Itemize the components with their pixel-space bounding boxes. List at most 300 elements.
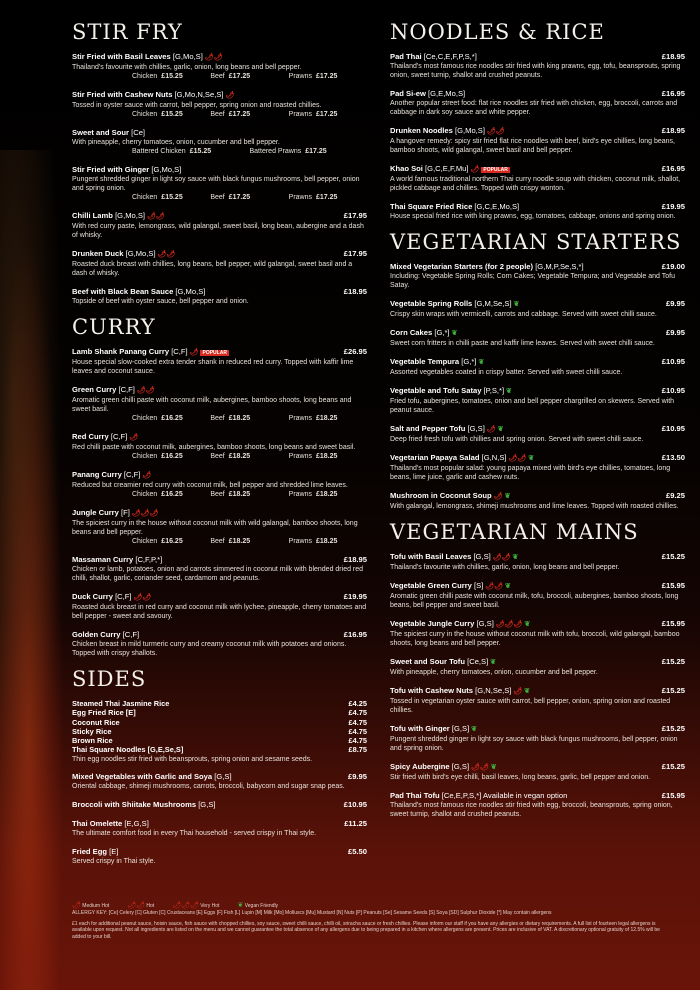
item-allergens: [G,E,Mo,S] [428,89,466,98]
item-description: Sweet corn fritters in chilli paste and kaffir lime leaves. Served with sweet chilli sauce. [390,340,655,347]
chilli-icon: 🌶 [511,688,523,695]
item-allergens: [G,Mo,S] [115,211,146,220]
item-description: Deep fried fresh tofu with chillies and spring onion. Served with sweet chilli sauce. [390,436,644,443]
item-title [390,686,685,697]
noodles-description: Thin egg noodles stir fried with beansprouts, spring onion and sesame seeds. [72,755,313,763]
option-price: £15.25 [161,194,183,201]
price-option [210,72,288,81]
item-name: Mushroom in Coconut Soup [390,491,492,500]
option-price: £18.25 [316,538,338,545]
item-name: Tofu with Ginger [390,724,450,733]
noodles-rice-heading: NOODLES & RICE [390,20,605,44]
item-description: Roasted duck breast in red curry and coconut milk with lychee, pineapple, cherry tomatoes and bell pepper - sweet and savoury. [72,604,367,620]
item-title [390,164,685,175]
item-allergens: [G,Mo,S] [455,126,485,135]
chilli-icon: 🌶🌶🌶 [129,510,159,517]
menu-item-green-curry [72,385,367,423]
side-price: £4.75 [348,717,367,727]
menu-item-tofu-with-ginger [390,724,685,753]
item-description: House special fried rice with king prawns, egg, tomatoes, cabbage, onions and spring onion. [390,213,676,220]
menu-item-drunken-duck [72,249,367,278]
item-price: £15.25 [661,686,685,695]
item-name: Fried Egg [72,846,108,856]
item-allergens: [F] [120,508,130,517]
menu-item-panang-curry [72,470,367,499]
item-title [72,819,367,829]
item-name: Massaman Curry [72,555,134,564]
menu-item-corn-cakes [390,328,685,348]
price-option [132,110,210,119]
curry-heading: CURRY [72,315,156,339]
side-name: Sticky Rice [72,726,112,736]
price-option [210,537,288,546]
item-title [72,347,367,358]
item-description: With galangal, lemongrass, shimeji mushrooms and lime leaves. Topped with roasted chillies. [390,503,679,510]
chilli-icon: 🌶 [223,92,235,99]
item-allergens: [Ce,E,P,S,*] Available in vegan option [441,791,568,800]
item-name: Vegetable Green Curry [390,581,472,590]
item-name: Tofu with Cashew Nuts [390,686,473,695]
option-label: Battered Prawns [249,148,302,155]
chilli-icon: 🌶🌶 [490,554,511,561]
item-title [390,328,685,339]
menu-item-massaman-curry [72,555,367,583]
item-title [72,52,367,63]
leaf-icon: ❦ [476,359,485,366]
item-title [72,800,367,810]
chilli-icon: 🌶 [187,349,199,356]
price-options [72,490,367,499]
item-price: £5.50 [347,846,367,856]
item-name: Broccoli with Shiitake Mushrooms [72,799,197,809]
price-option [289,490,367,499]
option-label: Chicken [132,491,158,498]
chilli-icon: 🌶 [140,472,152,479]
side-item [72,800,367,810]
option-label: Battered Chicken [132,148,186,155]
price-options [72,537,367,546]
option-label: Beef [210,491,225,498]
item-title [72,128,367,138]
side-name: Thai Square Noodles [G,E,Se,S] [72,745,184,755]
option-price: £17.25 [228,111,251,118]
key-medium-hot: 🌶 Medium Hot [72,902,110,909]
key-vegan: ❦ Vegan Friendly [237,902,279,909]
option-price: £18.25 [228,491,251,498]
leaf-icon: ❦ [469,726,478,733]
menu-item-vegetable-spring-rolls [390,299,685,319]
item-allergens: [G,S] [467,424,485,433]
side-row [72,727,367,736]
option-price: £17.25 [316,111,338,118]
item-description: Pungent shredded ginger in light soy sauce with black fungus mushrooms, bell pepper, onion and spring onion. [72,176,360,192]
item-price: £17.95 [343,211,367,220]
item-allergens: [C,F] [122,630,140,639]
item-allergens: [C,F] [115,592,132,601]
item-name: Golden Curry [72,630,121,639]
item-allergens: [C,F] [171,347,188,356]
price-option [289,193,367,202]
side-row [72,736,367,745]
item-allergens: [C,F,P,*] [135,555,163,564]
popular-badge: POPULAR [483,167,508,173]
price-option [210,110,288,119]
item-allergens: [G,S] [198,799,216,809]
price-options [72,72,367,81]
item-allergens: [G,S] [214,771,232,781]
item-name: Panang Curry [72,470,122,479]
menu-item-mixed-vegetarian-starters-for-2-people [390,262,685,290]
price-option [132,452,210,461]
item-title [72,211,367,222]
item-price: £16.95 [661,89,685,98]
menu-item-spicy-aubergine [390,762,685,782]
menu-item-chilli-lamb [72,211,367,240]
price-option [289,537,367,546]
item-allergens: [G,Mo,S] [125,249,156,258]
item-allergens: [G,Mo,S] [151,165,182,174]
menu-item-pad-thai-tofu [390,791,685,819]
item-description: Aromatic green chilli paste with coconut milk, aubergines, bamboo shoots, long beans and sweet basil. [72,397,352,413]
item-description: With red curry paste, lemongrass, wild galangal, sweet basil, long bean, aubergine and a dash of whisky. [72,223,364,239]
item-name: Vegetarian Papaya Salad [390,453,480,462]
item-name: Mixed Vegetarian Starters (for 2 people) [390,262,534,271]
menu-item-vegetable-and-tofu-satay [390,386,685,415]
side-price: £8.75 [348,745,367,755]
item-allergens: [G,N,S] [481,453,507,462]
item-allergens: [Ce,S] [467,657,489,666]
item-price: £15.95 [661,581,685,590]
chilli-icon: 🌶🌶 [127,902,146,909]
item-price: £15.95 [661,791,685,800]
option-label: Prawns [288,453,312,460]
item-name: Vegetable Tempura [390,357,460,366]
item-description: Oriental cabbage, shimeji mushrooms, carrots, broccoli, babycorn and sugar snap peas. [72,782,345,790]
leaf-icon: ❦ [449,330,458,337]
item-description: Red chilli paste with coconut milk, aubergines, bamboo shoots, long beans and sweet basil. [72,444,356,451]
item-price: £19.00 [661,262,685,271]
menu-item-duck-curry [72,592,367,621]
item-title [390,357,685,368]
side-price: £4.75 [348,736,367,746]
item-title [72,90,367,101]
option-price: £17.25 [316,194,338,201]
item-title [72,592,367,603]
item-allergens: [G,M,P,Se,S,*] [535,262,584,271]
sides-section [72,667,367,866]
menu-item-pad-thai [390,52,685,80]
chilli-icon: 🌶 [72,902,81,909]
item-price: £10.95 [661,357,685,366]
item-name: Jungle Curry [72,508,119,517]
item-title [390,453,685,464]
item-description: Thailand's favourite with chillies, garlic, onion, long beans and bell pepper. [72,64,302,71]
option-price: £18.25 [316,415,338,422]
stir-fry-heading: STIR FRY [72,20,183,44]
item-name: Pad Thai [390,52,422,61]
leaf-icon: ❦ [503,583,511,590]
item-description: A hangover remedy: spicy stir fried flat rice noodles with beef, bird's eye chillies, long beans, bamboo shoots, wild galangal, sweet basil and bell pepper. [390,138,675,154]
price-option [132,490,210,499]
item-name: Vegetable Spring Rolls [390,299,473,308]
item-price: £9.95 [347,771,367,781]
item-price: £15.25 [661,762,685,771]
item-title [72,555,367,565]
item-name: Chilli Lamb [72,211,113,220]
item-allergens: [G,Mo,S] [172,52,203,61]
chilli-icon: 🌶 [468,166,480,173]
popular-badge: POPULAR [202,350,227,356]
item-price: £18.95 [343,287,367,296]
item-description: A world famous traditional northern Thai curry noodle soup with chicken, coconut milk, shallot, pickled cabbage and chillies. Topped with crispy wonton. [390,176,681,192]
item-title [390,724,685,735]
item-name: Sweet and Sour [72,128,129,137]
item-price: £9.95 [665,328,685,337]
item-title [390,202,685,212]
item-description: Fried tofu, aubergines, tomatoes, onion and bell pepper chargrilled on skewers. Served with peanut sauce. [390,398,675,414]
menu-item-vegetable-jungle-curry [390,619,685,648]
leaf-icon: ❦ [488,764,497,771]
menu-item-khao-soi [390,164,685,193]
menu-item-vegetarian-papaya-salad [390,453,685,482]
item-description: Crispy skin wraps with vermicelli, carrots and cabbage. Served with sweet chilli sauce. [390,311,657,318]
side-item [72,847,367,866]
option-price: £17.25 [316,73,338,80]
side-row [72,718,367,727]
item-allergens: [G,S] [476,619,494,628]
option-price: £17.25 [305,148,327,155]
option-price: £18.25 [228,538,251,545]
left-column [72,20,367,875]
leaf-icon: ❦ [522,688,531,695]
leaf-icon: ❦ [526,455,535,462]
item-description: With pineapple, cherry tomatoes, onion, cucumber and bell pepper. [72,139,280,146]
price-options [72,147,367,156]
item-title [390,424,685,435]
item-name: Green Curry [72,385,117,394]
item-title [390,299,685,310]
menu-item-thai-square-fried-rice [390,202,685,221]
item-title [390,552,685,563]
option-label: Prawns [288,538,312,545]
item-name: Pad Thai Tofu [390,791,440,800]
side-name: Brown Rice [72,736,113,746]
chilli-icon: 🌶🌶 [506,455,527,462]
item-price: £15.25 [661,552,685,561]
item-description: Thailand's most famous rice noodles stir fried with egg, broccoli, beansprouts, spring onion, sweet turnip, shallot and crushed peanuts. [390,802,673,818]
item-title [72,630,367,640]
item-title [390,762,685,773]
item-name: Stir Fried with Ginger [72,165,150,174]
vegetarian-mains-heading: VEGETARIAN MAINS [390,520,639,544]
item-name: Vegetable Jungle Curry [390,619,475,628]
item-price: £16.95 [343,630,367,639]
menu-item-golden-curry [72,630,367,658]
item-title [390,262,685,272]
item-name: Thai Square Fried Rice [390,202,473,211]
side-price: £4.25 [348,699,367,708]
price-option [289,72,367,81]
leaf-icon: ❦ [495,426,504,433]
item-price: £18.95 [661,52,685,61]
chilli-icon: 🌶 [127,434,139,441]
side-item [72,819,367,838]
item-title [72,249,367,260]
leaf-icon: ❦ [511,301,520,308]
chilli-icon: 🌶🌶🌶 [493,621,523,628]
option-label: Chicken [132,453,158,460]
price-option [132,193,210,202]
item-name: Spicy Aubergine [390,762,450,771]
leaf-icon: ❦ [488,659,497,666]
item-allergens: [C,F] [123,470,141,479]
option-label: Chicken [132,73,158,80]
chilli-icon: 🌶🌶 [134,387,155,394]
vegetarian-starters-heading: VEGETARIAN STARTERS [390,230,682,254]
item-title [72,432,367,443]
footer-note: £1 each for additional peanut sauce, hoisin sauce, fish sauce with chopped chillies, soy sauce, sweet chilli sauce, chilli oil, sriracha sauce or fresh chillies. Please inform our staff if you have any allergies or dietary requirements. A full list of fourteen legal allergens is available upon request. Not all ingredients are listed on the menu and we cannot guarantee the total absence of any allergens due to being prepared in a kitchen where allergens are present. Prices are inclusive of VAT. A discretionary optional gratuity of 12.5% will be added to your bill. [72,920,660,940]
item-allergens: [G,*] [461,357,477,366]
item-description: Including: Vegetable Spring Rolls; Corn Cakes; Vegetable Tempura; and Vegetable and Tofu Satay. [390,273,675,289]
item-title [390,89,685,99]
item-description: Served crispy in Thai style. [72,857,156,865]
price-option [289,414,367,423]
item-name: Thai Omelette [72,818,123,828]
chilli-icon: 🌶🌶 [131,594,152,601]
price-option [289,452,367,461]
menu-item-beef-with-black-bean-sauce [72,287,367,306]
item-description: Roasted duck breast with chillies, long beans, bell pepper, wild galangal, sweet basil and a dash of whisky. [72,261,353,277]
item-name: Drunken Noodles [390,126,453,135]
item-allergens: [Ce] [131,128,146,137]
item-name: Corn Cakes [390,328,433,337]
item-name: Lamb Shank Panang Curry [72,347,170,356]
side-row [72,745,367,754]
item-allergens: [G,Mo,S] [175,287,206,296]
item-description: The spiciest curry in the house without coconut milk with wild galangal, bamboo shoots, long beans and bell pepper. [72,520,358,536]
option-price: £17.25 [228,73,251,80]
side-name: Coconut Rice [72,717,120,727]
footer [72,903,672,940]
option-label: Chicken [132,415,158,422]
item-name: Beef with Black Bean Sauce [72,287,174,296]
item-description: Thailand's most popular salad: young papaya mixed with bird's eye chillies, tomatoes, long beans, lime juice, garlic and cashew nuts. [390,465,671,481]
item-description: With pineapple, cherry tomatoes, onion, cucumber and bell pepper. [390,669,598,676]
item-description: Aromatic green chilli paste with coconut milk, tofu, broccoli, aubergines, bamboo shoots, long beans, bell pepper and sweet basil. [390,593,679,609]
item-title [390,657,685,668]
price-option [132,537,210,546]
menu-item-lamb-shank-panang-curry [72,347,367,376]
item-name: Sweet and Sour Tofu [390,657,465,666]
item-allergens: [G,M,Se,S] [474,299,512,308]
item-allergens: [G,C,E,F,Mu] [425,164,469,173]
item-title [390,126,685,137]
menu-item-red-curry [72,432,367,461]
side-row [72,699,367,708]
leaf-icon: ❦ [504,388,512,395]
side-name: Egg Fried Rice [E] [72,708,136,718]
price-option [132,414,210,423]
side-name: Steamed Thai Jasmine Rice [72,699,170,708]
item-name: Stir Fried with Basil Leaves [72,52,171,61]
option-price: £15.25 [161,73,183,80]
item-price: £10.95 [661,386,685,395]
item-title [72,470,367,481]
temple-carving-decoration [0,150,70,990]
item-title [72,508,367,519]
heat-key [72,903,672,909]
item-allergens: [C,F] [110,432,128,441]
item-title [72,847,367,857]
price-options [72,414,367,423]
option-price: £16.25 [161,491,183,498]
item-allergens: [G,S] [451,762,470,771]
item-allergens: [C,F] [118,385,135,394]
item-description: Thailand's most famous rice noodles stir fried with king prawns, egg, tofu, beansprouts, spring onion, sweet turnip, shallot and crushed peanuts. [390,63,681,79]
item-price: £15.25 [661,657,685,666]
item-name: Red Curry [72,432,109,441]
item-price: £9.25 [665,491,685,500]
side-price: £4.75 [348,726,367,736]
leaf-icon: ❦ [502,493,511,500]
leaf-icon: ❦ [522,621,531,628]
menu-item-mushroom-in-coconut-soup [390,491,685,511]
side-item [72,772,367,791]
item-price: £19.95 [661,202,685,211]
key-very-hot: 🌶🌶🌶 Very Hot [172,902,220,909]
option-label: Chicken [132,194,158,201]
price-options [72,110,367,119]
chilli-icon: 🌶 [484,426,496,433]
menu-item-sweet-and-sour-tofu [390,657,685,677]
price-option [210,193,288,202]
item-title [390,386,685,397]
side-row [72,708,367,717]
item-title [390,491,685,502]
price-option [210,414,288,423]
item-price: £9.95 [665,299,685,308]
item-allergens: [G,S] [451,724,470,733]
menu-item-stir-fried-with-basil-leaves [72,52,367,81]
item-price: £15.95 [661,619,685,628]
option-price: £18.25 [316,491,338,498]
chilli-icon: 🌶 [493,493,503,500]
option-price: £18.25 [228,415,251,422]
item-description: Topside of beef with oyster sauce, bell pepper and onion. [72,298,249,305]
option-price: £18.25 [316,453,338,460]
item-title [72,385,367,396]
item-name: Mixed Vegetables with Garlic and Soya [72,771,213,781]
sides-heading: SIDES [72,667,147,691]
item-price: £11.25 [344,818,367,828]
item-allergens: [G,N,Se,S] [475,686,512,695]
item-allergens: [E] [109,846,119,856]
menu-item-sweet-and-sour [72,128,367,156]
price-option [250,147,368,156]
option-label: Beef [210,538,225,545]
option-label: Prawns [288,491,312,498]
menu-item-vegetable-tempura [390,357,685,377]
item-price: £15.25 [661,724,685,733]
price-option [132,147,250,156]
item-allergens: [G,Mo,N,Se,S] [174,90,224,99]
allergy-key: ALLERGY KEY: [Ce] Celery [C] Gluten [C] Crustaceans [E] Eggs [F] Fish [L] Lupin [M] Milk [Mo] Molluscs [Mu] Mustard [N] Nuts [P] Peanuts [Se] Sesame Seeds [S] Soya [SD] Sulphur Dioxide [*] May contain allergens [72,910,552,917]
chilli-icon: 🌶🌶 [155,251,176,258]
item-description: Thailand's favourite with chillies, garlic, onion, long beans and bell pepper. [390,564,620,571]
option-price: £15.25 [189,148,212,155]
chilli-icon: 🌶🌶🌶 [172,902,199,909]
item-name: Drunken Duck [72,249,124,258]
